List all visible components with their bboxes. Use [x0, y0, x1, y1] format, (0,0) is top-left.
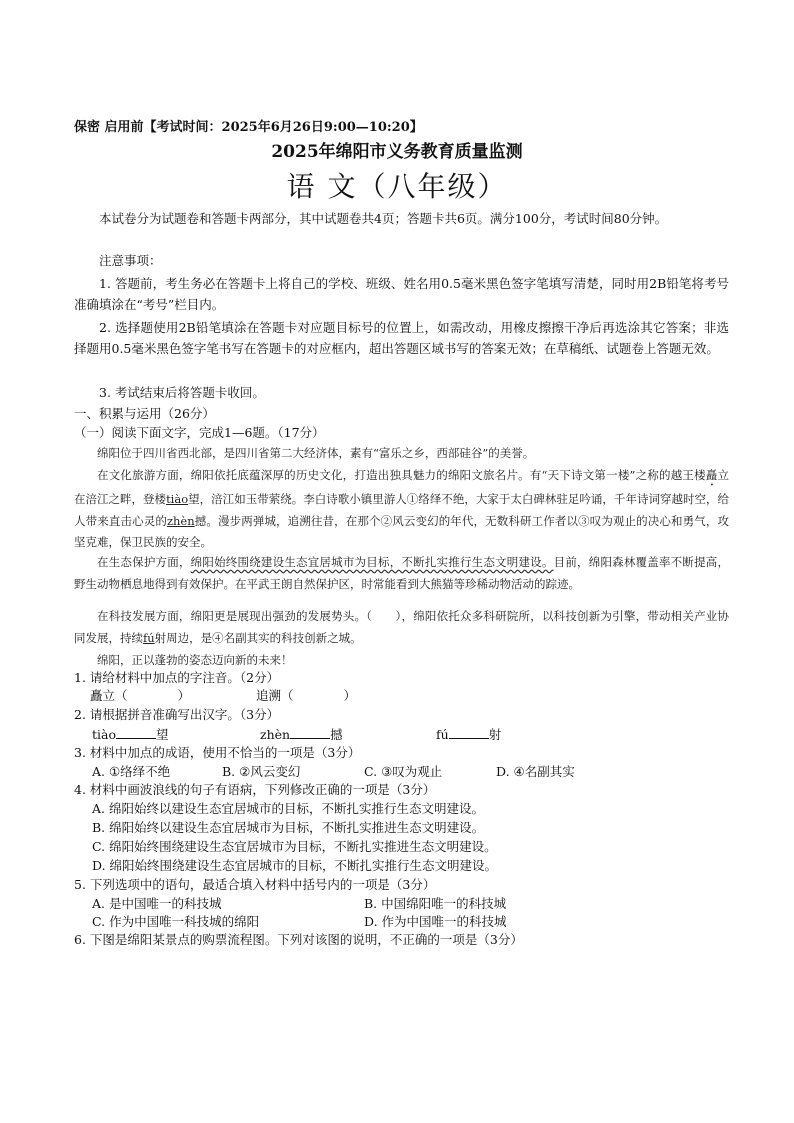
passage-text: 目前，绵阳森林覆盖率不断提高，野生动物栖息地得到有效保护。在平武王朗自然保护区，时常能看到大熊猫等珍稀动物活动的踪迹。: [74, 555, 730, 591]
pinyin-label: fú: [436, 727, 449, 742]
passage-paragraph-3: [74, 552, 729, 595]
answer-blank[interactable]: [116, 726, 156, 739]
pinyin-tiao: tiào: [166, 492, 189, 506]
dotted-char: 矗: [705, 468, 718, 482]
exam-time-header: 保密 启用前【考试时间：2025年6月26日9:00—10:20】: [74, 120, 423, 135]
answer-blank[interactable]: [290, 726, 330, 739]
question-1-answer-a[interactable]: 矗立（ ）: [90, 688, 191, 703]
passage-text: 射周边，是④名副其实的科技创新之城。: [154, 630, 362, 645]
question-3-option-d[interactable]: D. ④名副其实: [496, 764, 575, 779]
passage-paragraph-5: 绵阳，正以蓬勃的姿态迈向新的未来！: [97, 653, 293, 667]
question-4-stem: 4. 材料中画波浪线的句子有语病，下列修改正确的一项是（3分）: [74, 782, 436, 797]
passage-paragraph-2: [74, 465, 729, 554]
question-3-stem: 3. 材料中加点的成语，使用不恰当的一项是（3分）: [74, 745, 361, 760]
question-4-option-b[interactable]: B. 绵阳始终以建设生态宜居城市为目标，不断扎实推进生态文明建设。: [92, 820, 485, 835]
question-5-option-b[interactable]: B. 中国绵阳唯一的科技城: [364, 896, 507, 911]
char-label: 射: [488, 727, 502, 742]
question-3-option-b[interactable]: B. ②风云变幻: [222, 764, 301, 779]
char-label: 撼: [330, 727, 343, 742]
question-4-option-c[interactable]: C. 绵阳始终围绕建设生态宜居城市为目标，不断扎实推进生态文明建设。: [92, 839, 497, 854]
question-1-answer-b[interactable]: 追溯（ ）: [256, 688, 357, 703]
passage-text: 在科技发展方面，绵阳更是展现出强劲的发展势头。（ ），绵阳依托众多科研院所，以科技创新为引擎，带动相关产业协同发展，持续: [74, 609, 729, 645]
pinyin-zhen: zhèn: [166, 513, 195, 528]
question-1-stem: 1. 请给材料中加点的字注音。（2分）: [74, 670, 280, 685]
passage-paragraph-4: [74, 606, 729, 649]
question-2-stem: 2. 请根据拼音准确写出汉字。（3分）: [74, 707, 280, 722]
notes-item-3: 3. 考试结束后将答题卡收回。: [99, 385, 265, 400]
question-2-item-b: [260, 726, 343, 743]
question-4-option-d[interactable]: D. 绵阳始终围绕建设生态宜居城市的目标，不断扎实推行生态文明建设。: [92, 858, 498, 873]
question-3-option-a[interactable]: A. ①络绎不绝: [92, 764, 171, 779]
char-label: 望: [156, 727, 169, 742]
pinyin-label: zhèn: [260, 727, 291, 742]
wavy-sentence: 绵阳始终围绕建设生态宜居城市为目标，不断扎实推行生态文明建设。: [190, 555, 554, 569]
pinyin-fu: fú: [143, 630, 155, 645]
passage-text: 望，涪江如玉带萦绕。李白诗歌小镇里游人①络绎不绝，大家于太白碑林驻足吟诵，千年诗词穿越时空，给人带来直击心灵的: [74, 492, 729, 528]
question-4-option-a[interactable]: A. 绵阳始终以建设生态宜居城市的目标，不断扎实推行生态文明建设。: [92, 801, 484, 816]
question-5-option-c[interactable]: C. 作为中国唯一科技城的绵阳: [92, 914, 260, 929]
question-2-item-c: [436, 726, 501, 743]
question-5-stem: 5. 下列选项中的语句，最适合填入材料中括号内的一项是（3分）: [74, 877, 436, 892]
answer-blank[interactable]: [449, 726, 489, 739]
question-6-stem: 6. 下图是绵阳某景点的购票流程图。下列对该图的说明，不正确的一项是（3分）: [74, 932, 523, 947]
passage-text: 在生态保护方面，: [97, 555, 191, 569]
notes-heading: 注意事项：: [99, 253, 162, 268]
notes-item-1: 1. 答题前，考生务必在答题卡上将自己的学校、班级、姓名用0.5毫米黑色签字笔填写清楚，同时用2B铅笔将考号准确填涂在“考号”栏目内。: [74, 276, 729, 312]
subsection-heading: （一）阅读下面文字，完成1—6题。（17分）: [74, 425, 325, 440]
exam-title: 2025年绵阳市义务教育质量监测: [271, 142, 523, 162]
section-heading: 一、积累与运用（26分）: [74, 406, 215, 421]
question-5-option-d[interactable]: D. 作为中国唯一的科技城: [364, 914, 507, 929]
question-2-item-a: [92, 726, 169, 743]
notes-item-2: 2. 选择题使用2B铅笔填涂在答题卡对应题目标号的位置上，如需改动，用橡皮擦擦干净后再选涂其它答案；非选择题用0.5毫米黑色签字笔书写在答题卡的对应框内，超出答题区域书写的答案无效；在草稿纸、试题卷上答题无效。: [74, 320, 729, 356]
subject-title: 语 文（八年级）: [286, 170, 508, 203]
intro-paragraph: 本试卷分为试题卷和答题卡两部分，其中试题卷共4页；答题卡共6页。满分100分，考试时间80分钟。: [99, 211, 668, 226]
passage-text: 在文化旅游方面，绵阳依托底蕴深厚的历史文化，打造出独具魅力的绵阳文旅名片。有“天下诗文第一楼”之称的越王楼: [97, 468, 706, 482]
passage-text: 立在涪江之畔，登楼: [74, 468, 729, 506]
passage-paragraph-1: 绵阳位于四川省西北部，是四川省第二大经济体，素有“富乐之乡，西部硅谷”的美誉。: [97, 446, 535, 460]
question-3-option-c[interactable]: C. ③叹为观止: [364, 764, 443, 779]
question-5-option-a[interactable]: A. 是中国唯一的科技城: [92, 896, 222, 911]
pinyin-label: tiào: [92, 727, 116, 742]
passage-text: 撼。漫步两弹城，追溯往昔，在那个②风云变幻的年代，无数科研工作者以③叹为观止的决心和勇气，攻坚克难，保卫民族的安全。: [74, 513, 729, 549]
